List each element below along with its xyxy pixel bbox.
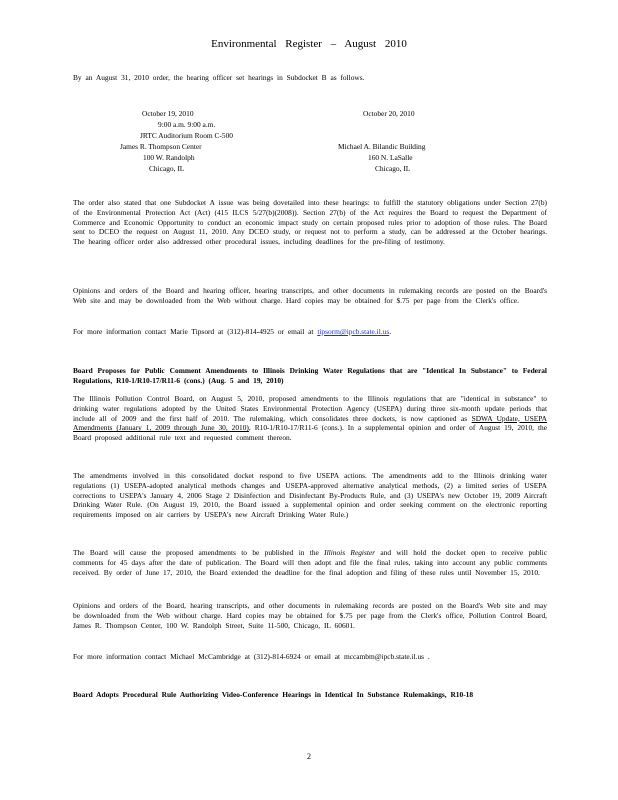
page-header: Environmental Register – August 2010 (211, 38, 407, 50)
section-heading-video-conference: Board Adopts Procedural Rule Authorizing Video-Conference Hearings in Identical In Substance Rulemakings, R10-18 (73, 690, 474, 699)
hearing-right-date: October 20, 2010 (363, 109, 415, 118)
hearing-left-date: October 19, 2010 (142, 109, 194, 118)
hearing-left-city: Chicago, IL (149, 164, 185, 173)
hearing-left-building: James R. Thompson Center (120, 142, 202, 151)
order-paragraph: The order also stated that one Subdocket A issue was being dovetailed into these hearings: to fulfill the statutory obligations under Section 27(b) of the Environmental Protection Act (Act) (415 ILCS 5/27(b)(2008)). Section 27(b) of the Act requires the Board to request the Department of Commerce and Economic Opportunity to conduct an economic impact study on certain proposed rules prior to adoption of those rules. The Board sent to DCEO the request on August 11, 2010. Any DCEO study, or request not to perform a study, can be addressed at the October hearings. The hearing officer order also addressed other procedural issues, including deadlines for the pre-filing of testimony. (73, 198, 547, 247)
hearing-right-street: 160 N. LaSalle (368, 153, 413, 162)
hearing-left (120, 108, 270, 174)
hearing-left-time: 9:00 a.m. 9:00 a.m. (158, 120, 216, 129)
opinions-paragraph-2: Opinions and orders of the Board, hearing transcripts, and other documents in rulemaking records are posted on the Board's Web site and may be downloaded from the Web without charge. Hard copies may be obtained for $.75 per page from the Clerk's office, Pollution Control Board, James R. Thompson Center, 100 W. Randolph Street, Suite 11-500, Chicago, IL 60601. (73, 601, 547, 630)
illinois-register-title: Illinois Register (324, 548, 376, 557)
amendments-paragraph: The amendments involved in this consolidated docket respond to five USEPA actions. The amendments add to the Illinois drinking water regulations (1) USEPA-adopted analytical methods changes and USEPA-approved alternative analytical methods, (2) a limited series of USEPA corrections to USEPA's January 4, 2006 Stage 2 Disinfection and Disinfectant By-Products Rule, and (3) USEPA's new October 19, 2009 Aircraft Drinking Water Rule. (On August 19, 2010, the Board issued a supplemental opinion and order seeking comment on the electronic reporting requirements imposed on air carriers by USEPA's new Aircraft Drinking Water Rule.) (73, 471, 547, 520)
hearing-left-street: 100 W. Randolph (143, 153, 195, 162)
hearing-left-room: JRTC Auditorium Room C-500 (140, 131, 233, 140)
hearing-right-city: Chicago, IL (375, 164, 411, 173)
contact-paragraph-1 (73, 327, 547, 337)
publication-text-2: and will hold the docket open to receive public comments for 45 days after the date of publication. The Board will then adopt and file the final rules, taking into account any public comments received. By order of June 17, 2010, the Board extended the deadline for the final adoption and filing of these rules until November 15, 2010. (73, 548, 547, 577)
opinions-paragraph-1: Opinions and orders of the Board and hearing officer, hearing transcripts, and other documents in rulemaking records are posted on the Board's Web site and may be downloaded from the Web without charge. Hard copies may be obtained for $.75 per page from the Clerk's office. (73, 286, 547, 305)
section-heading-drinking-water: Board Proposes for Public Comment Amendments to Illinois Drinking Water Regulations that are "Identical In Substance" to Federal Regulations, R10-1/R10-17/R11-6 (cons.) (Aug. 5 and 19, 2010) (73, 366, 547, 385)
contact-1-text: For more information contact Marie Tipsord at (312)-814-4925 or email at (73, 327, 314, 336)
rulemaking-caption: SDWA Update, USEPA Amendments (January 1, 2009 through June 30, 2010) (73, 413, 547, 433)
contact-1-email-link[interactable]: tipsorm@ipcb.state.il.us (317, 327, 390, 336)
proposal-text-2: , R10-1/R10-17/R11-6 (cons.). In a supplemental opinion and order of August 19, 2010, the Board proposed additional rule text and requested comment thereon. (73, 423, 547, 443)
proposal-paragraph (73, 394, 547, 443)
hearing-right (338, 108, 488, 174)
page-number: 2 (307, 752, 311, 761)
contact-1-suffix: . (389, 327, 392, 336)
hearing-right-building: Michael A. Bilandic Building (338, 142, 426, 151)
publication-paragraph (73, 548, 547, 577)
publication-text-1: The Board will cause the proposed amendments to be published in the (73, 548, 319, 557)
proposal-text-1: The Illinois Pollution Control Board, on August 5, 2010, proposed amendments to the Illinois regulations that are "identical in substance" to drinking water regulations adopted by the United States Environmental Protection Agency (USEPA) during three six-month update periods that include all of 2009 and the first half of 2010. The rulemaking, which consolidates three dockets, is now captioned as (73, 394, 547, 423)
contact-paragraph-2: For more information contact Michael McCambridge at (312)-814-6924 or email at mccambm@ipcb.state.il.us . (73, 652, 430, 661)
intro-paragraph: By an August 31, 2010 order, the hearing officer set hearings in Subdocket B as follows. (73, 73, 365, 82)
